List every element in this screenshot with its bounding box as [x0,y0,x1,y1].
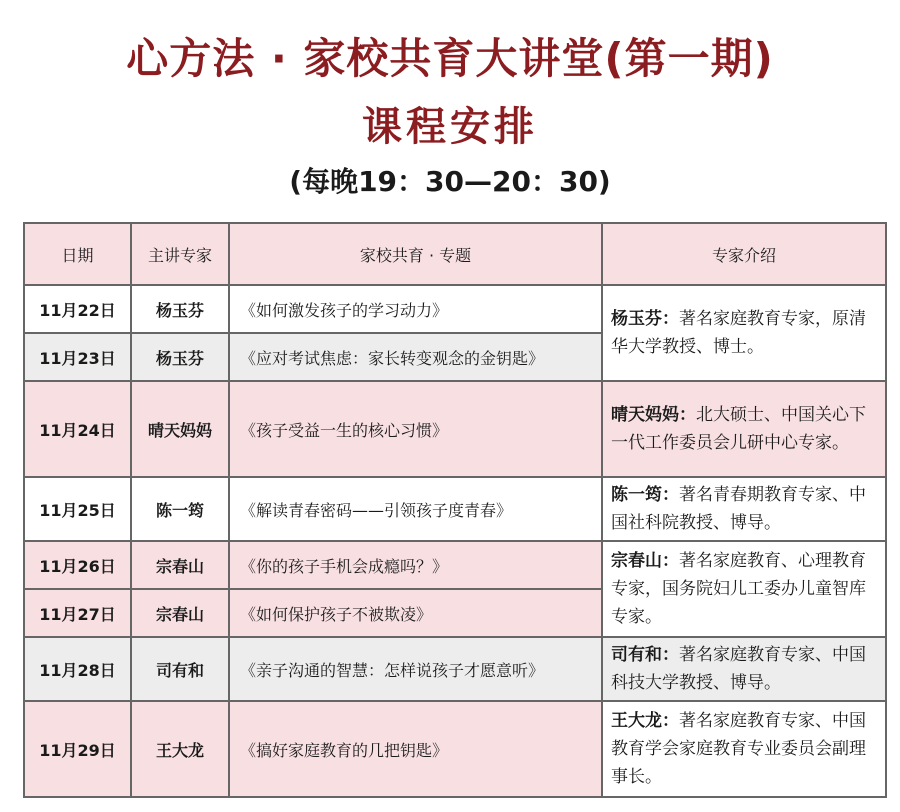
expert-intro [602,637,886,701]
expert-intro [602,381,886,477]
expert-intro-name: 晴天妈妈： [611,405,696,425]
row-date: 11月28日 [24,637,131,701]
row-date: 11月27日 [24,589,131,637]
schedule-table [23,222,887,798]
expert-intro-text: 著名青春期教育专家、中国社科院教授、博导。 [611,485,866,533]
expert-intro-name: 宗春山： [611,551,679,571]
row-expert: 陈一筠 [131,477,229,541]
expert-intro-text: 著名家庭教育专家，原清华大学教授、博士。 [611,309,866,357]
row-date: 11月23日 [24,333,131,381]
expert-intro [602,477,886,541]
row-expert: 司有和 [131,637,229,701]
time-note: (每晚19：30—20：30) [289,165,611,198]
table-row [24,285,886,333]
expert-intro-text: 北大硕士、中国关心下一代工作委员会儿研中心专家。 [611,405,866,453]
row-expert: 晴天妈妈 [131,381,229,477]
expert-intro-text: 著名家庭教育、心理教育专家，国务院妇儿工委办儿童智库专家。 [611,551,866,627]
column-header-topic: 家校共育 · 专题 [229,223,602,285]
row-topic: 《你的孩子手机会成瘾吗？》 [229,541,602,589]
row-expert: 宗春山 [131,589,229,637]
table-row [24,701,886,797]
row-date: 11月24日 [24,381,131,477]
row-topic: 《孩子受益一生的核心习惯》 [229,381,602,477]
row-topic: 《如何激发孩子的学习动力》 [229,285,602,333]
row-date: 11月25日 [24,477,131,541]
expert-intro [602,541,886,637]
row-date: 11月22日 [24,285,131,333]
expert-intro-text: 著名家庭教育专家、中国科技大学教授、博导。 [611,645,866,693]
expert-intro [602,701,886,797]
row-expert: 王大龙 [131,701,229,797]
row-topic: 《亲子沟通的智慧：怎样说孩子才愿意听》 [229,637,602,701]
table-row [24,637,886,701]
expert-intro-text: 著名家庭教育专家、中国教育学会家庭教育专业委员会副理事长。 [611,711,866,787]
page-title: 心方法 · 家校共育大讲堂(第一期) [126,34,774,83]
row-topic: 《如何保护孩子不被欺凌》 [229,589,602,637]
row-topic: 《搞好家庭教育的几把钥匙》 [229,701,602,797]
expert-intro-name: 杨玉芬： [611,309,679,329]
row-topic: 《应对考试焦虑：家长转变观念的金钥匙》 [229,333,602,381]
row-topic: 《解读青春密码——引领孩子度青春》 [229,477,602,541]
row-date: 11月26日 [24,541,131,589]
table-row [24,541,886,589]
table-row [24,381,886,477]
column-header-intro: 专家介绍 [602,223,886,285]
row-date: 11月29日 [24,701,131,797]
row-expert: 杨玉芬 [131,333,229,381]
column-header-expert: 主讲专家 [131,223,229,285]
expert-intro [602,285,886,381]
table-row [24,477,886,541]
page-subtitle: 课程安排 [362,104,538,150]
table-header-row [24,223,886,285]
column-header-date: 日期 [24,223,131,285]
expert-intro-name: 王大龙： [611,711,679,731]
row-expert: 杨玉芬 [131,285,229,333]
expert-intro-name: 司有和： [611,645,679,665]
row-expert: 宗春山 [131,541,229,589]
expert-intro-name: 陈一筠： [611,485,679,505]
